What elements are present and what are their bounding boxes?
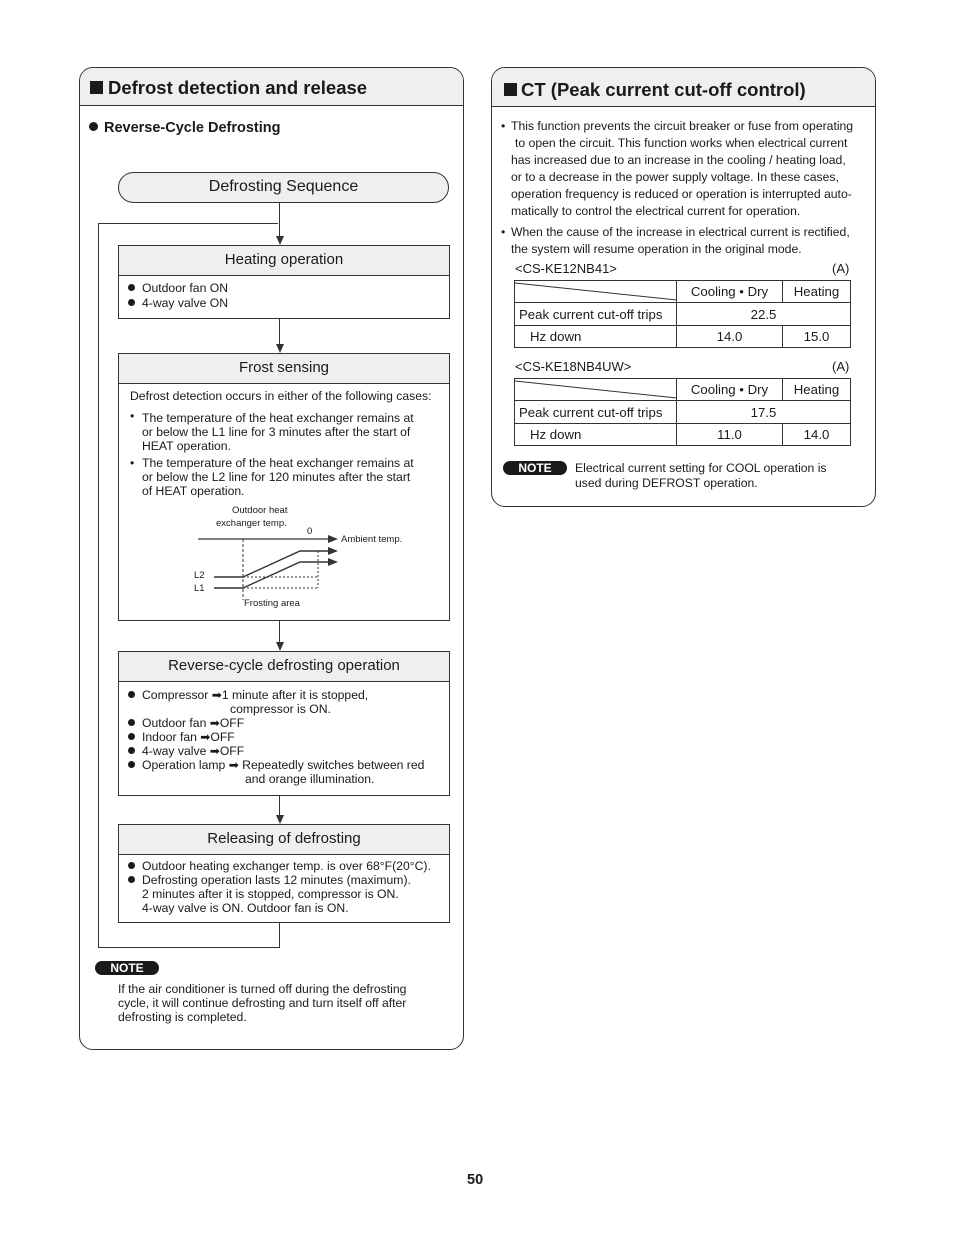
bullet-icon: [128, 284, 135, 291]
arrow-down-icon: [276, 236, 284, 245]
bullet-icon: [128, 761, 135, 768]
item-value: OFF: [210, 730, 235, 744]
bullet-icon: •: [501, 119, 506, 133]
bullet-icon: •: [130, 456, 135, 470]
graph-l1-label: L1: [194, 583, 205, 594]
bullet-line: This function prevents the circuit breaker or fuse from operating: [511, 119, 854, 133]
table2-hz-heating: 14.0: [783, 424, 851, 446]
bullet-icon: [89, 122, 98, 131]
note-badge: NOTE: [503, 461, 567, 475]
bullet-line: or to a decrease in the power supply voltage. In these cases,: [511, 169, 839, 184]
table2-hz-cooling: 11.0: [677, 424, 783, 446]
table-row: [515, 303, 851, 326]
frost-case-2: [130, 456, 414, 498]
graph-zero: 0: [307, 526, 313, 537]
note-badge: NOTE: [95, 961, 159, 975]
defrost-panel-header: [80, 68, 463, 106]
bullet-line: operation frequency is reduced or operation is interrupted auto-: [511, 186, 852, 201]
list-item: [128, 744, 424, 758]
table-row: [515, 326, 851, 348]
item-text: Defrosting operation lasts 12 minutes (maximum).: [142, 873, 411, 887]
graph-l1-arrow-icon: [328, 558, 338, 566]
table1-row-peak: Peak current cut-off trips: [515, 303, 677, 326]
item-label: Operation lamp: [142, 758, 226, 772]
case-line: HEAT operation.: [142, 439, 231, 453]
table-row: [515, 281, 851, 303]
releasing-title: Releasing of defrosting: [119, 825, 449, 855]
item-label: Outdoor fan: [142, 716, 207, 730]
arrow-right-icon: ➡: [209, 716, 220, 730]
list-item: [128, 730, 424, 744]
list-item: [128, 688, 424, 702]
page-number: 50: [467, 1172, 484, 1188]
diagonal-line: [515, 379, 677, 400]
list-item: [128, 758, 424, 772]
frost-intro: Defrost detection occurs in either of the following cases:: [130, 389, 432, 403]
item-value: OFF: [219, 716, 245, 730]
arrow-down-icon: [276, 642, 284, 651]
arrow-right-icon: ➡: [228, 758, 239, 772]
item-continuation: 2 minutes after it is stopped, compressor is ON.: [142, 887, 399, 901]
note-line: defrosting is completed.: [118, 1010, 247, 1024]
heating-operation-box: [118, 245, 450, 319]
graph-l2-label: L2: [194, 570, 205, 581]
list-item: [128, 859, 431, 873]
table1-row-hz: Hz down: [515, 326, 677, 348]
graph-l2-line: [214, 551, 330, 577]
table2: [514, 378, 851, 446]
table1-peak-value: 22.5: [677, 303, 851, 326]
table1-hz-cooling: 14.0: [677, 326, 783, 348]
bullet-icon: [128, 862, 135, 869]
table2-unit: (A): [832, 359, 850, 374]
loop-line: [279, 922, 280, 948]
table2-col-heating: Heating: [783, 379, 851, 401]
defrosting-sequence-pill: [118, 172, 449, 203]
bullet-icon: [128, 691, 135, 698]
table1: [514, 280, 851, 348]
right-note-text: [575, 461, 827, 491]
bullet-icon: •: [501, 225, 506, 239]
bullet-line: When the cause of the increase in electrical current is rectified,: [511, 225, 850, 239]
ct-panel-header: [492, 68, 875, 107]
graph-l2-arrow-icon: [328, 547, 338, 555]
table2-diagonal-cell: [515, 379, 677, 401]
connector-line: [279, 795, 280, 815]
bullet-line: has increased due to an increase in the cooling / heating load,: [511, 152, 846, 167]
connector-line: [279, 318, 280, 344]
table1-model: <CS-KE12NB41>: [515, 261, 617, 276]
releasing-box: [118, 824, 450, 923]
loop-line: [98, 947, 280, 948]
table1-diagonal-cell: [515, 281, 677, 303]
arrow-down-icon: [276, 815, 284, 824]
list-item: [128, 873, 431, 887]
note-line: Electrical current setting for COOL operation is: [575, 461, 827, 475]
reverse-cycle-box: [118, 651, 450, 796]
table2-model: <CS-KE18NB4UW>: [515, 359, 632, 374]
left-note-text: [118, 982, 406, 1024]
item-text: Outdoor heating exchanger temp. is over 68°F(20°C).: [142, 859, 431, 873]
item-label: 4-way valve: [142, 744, 207, 758]
frost-graph: [180, 500, 420, 615]
table1-col-heating: Heating: [783, 281, 851, 303]
loop-line: [98, 223, 99, 948]
frost-sensing-title: Frost sensing: [119, 354, 449, 384]
case-line: The temperature of the heat exchanger remains at: [142, 411, 414, 425]
arrow-right-icon: ➡: [200, 730, 211, 744]
list-item: [128, 281, 228, 295]
table2-row-hz: Hz down: [515, 424, 677, 446]
table-row: [515, 424, 851, 446]
sequence-label: Defrosting Sequence: [208, 178, 359, 195]
table2-col-cooling: Cooling • Dry: [677, 379, 783, 401]
subheading-text: Reverse-Cycle Defrosting: [104, 120, 281, 136]
loop-line: [98, 223, 278, 224]
item-label: Indoor fan: [142, 730, 197, 744]
bullet-line: to open the circuit. This function works when electrical current: [515, 135, 848, 150]
case-line: The temperature of the heat exchanger remains at: [142, 456, 414, 470]
item-text: Outdoor fan ON: [142, 281, 229, 295]
table2-row-peak: Peak current cut-off trips: [515, 401, 677, 424]
table-row: [515, 401, 851, 424]
square-bullet-icon: [90, 81, 103, 94]
bullet-line: the system will resume operation in the original mode.: [511, 241, 802, 256]
ct-bullet-1: [501, 118, 853, 219]
bullet-icon: [128, 719, 135, 726]
square-bullet-icon: [504, 83, 517, 96]
table1-unit: (A): [832, 261, 850, 276]
graph-ylabel-1: Outdoor heat: [232, 505, 288, 516]
bullet-line: matically to control the electrical current for operation.: [511, 203, 801, 218]
item-text: 1 minute after it is stopped,: [221, 688, 369, 702]
note-line: used during DEFROST operation.: [575, 476, 758, 490]
bullet-icon: [128, 733, 135, 740]
list-item: [128, 296, 228, 310]
table1-col-cooling: Cooling • Dry: [677, 281, 783, 303]
arrow-right-icon: ➡: [211, 688, 222, 702]
ct-panel-title: CT (Peak current cut-off control): [521, 79, 806, 100]
list-item: [128, 716, 424, 730]
connector-line: [279, 203, 280, 236]
frost-case-1: [130, 411, 414, 453]
item-continuation: compressor is ON.: [230, 702, 331, 716]
table1-hz-heating: 15.0: [783, 326, 851, 348]
connector-line: [279, 620, 280, 642]
reverse-cycle-title: Reverse-cycle defrosting operation: [119, 652, 449, 682]
note-line: If the air conditioner is turned off during the defrosting: [118, 982, 407, 996]
heating-operation-title: Heating operation: [119, 246, 449, 276]
item-label: Compressor: [142, 688, 209, 702]
table2-peak-value: 17.5: [677, 401, 851, 424]
bullet-icon: [128, 747, 135, 754]
item-value: OFF: [219, 744, 245, 758]
case-line: of HEAT operation.: [142, 484, 245, 498]
reverse-cycle-subheading: [89, 120, 281, 136]
diagonal-line: [515, 281, 677, 302]
table-row: [515, 379, 851, 401]
defrost-panel-title: Defrost detection and release: [108, 77, 368, 98]
graph-ylabel-2: exchanger temp.: [216, 518, 287, 529]
note-line: cycle, it will continue defrosting and turn itself off after: [118, 996, 407, 1010]
case-line: or below the L1 line for 3 minutes after the start of: [142, 425, 411, 439]
bullet-icon: •: [130, 409, 135, 423]
arrow-down-icon: [276, 344, 284, 353]
item-text: 4-way valve ON: [142, 296, 229, 310]
ct-bullet-2: [501, 224, 850, 258]
graph-area-label: Frosting area: [244, 598, 300, 609]
graph-axis-arrow-icon: [328, 535, 338, 543]
case-line: or below the L2 line for 120 minutes after the start: [142, 470, 411, 484]
item-continuation: and orange illumination.: [245, 772, 375, 786]
graph-xlabel: Ambient temp.: [341, 534, 403, 545]
graph-l1-line: [214, 562, 330, 588]
arrow-right-icon: ➡: [209, 744, 220, 758]
item-continuation: 4-way valve is ON. Outdoor fan is ON.: [142, 901, 349, 915]
bullet-icon: [128, 299, 135, 306]
item-text: Repeatedly switches between red: [242, 758, 425, 772]
bullet-icon: [128, 876, 135, 883]
